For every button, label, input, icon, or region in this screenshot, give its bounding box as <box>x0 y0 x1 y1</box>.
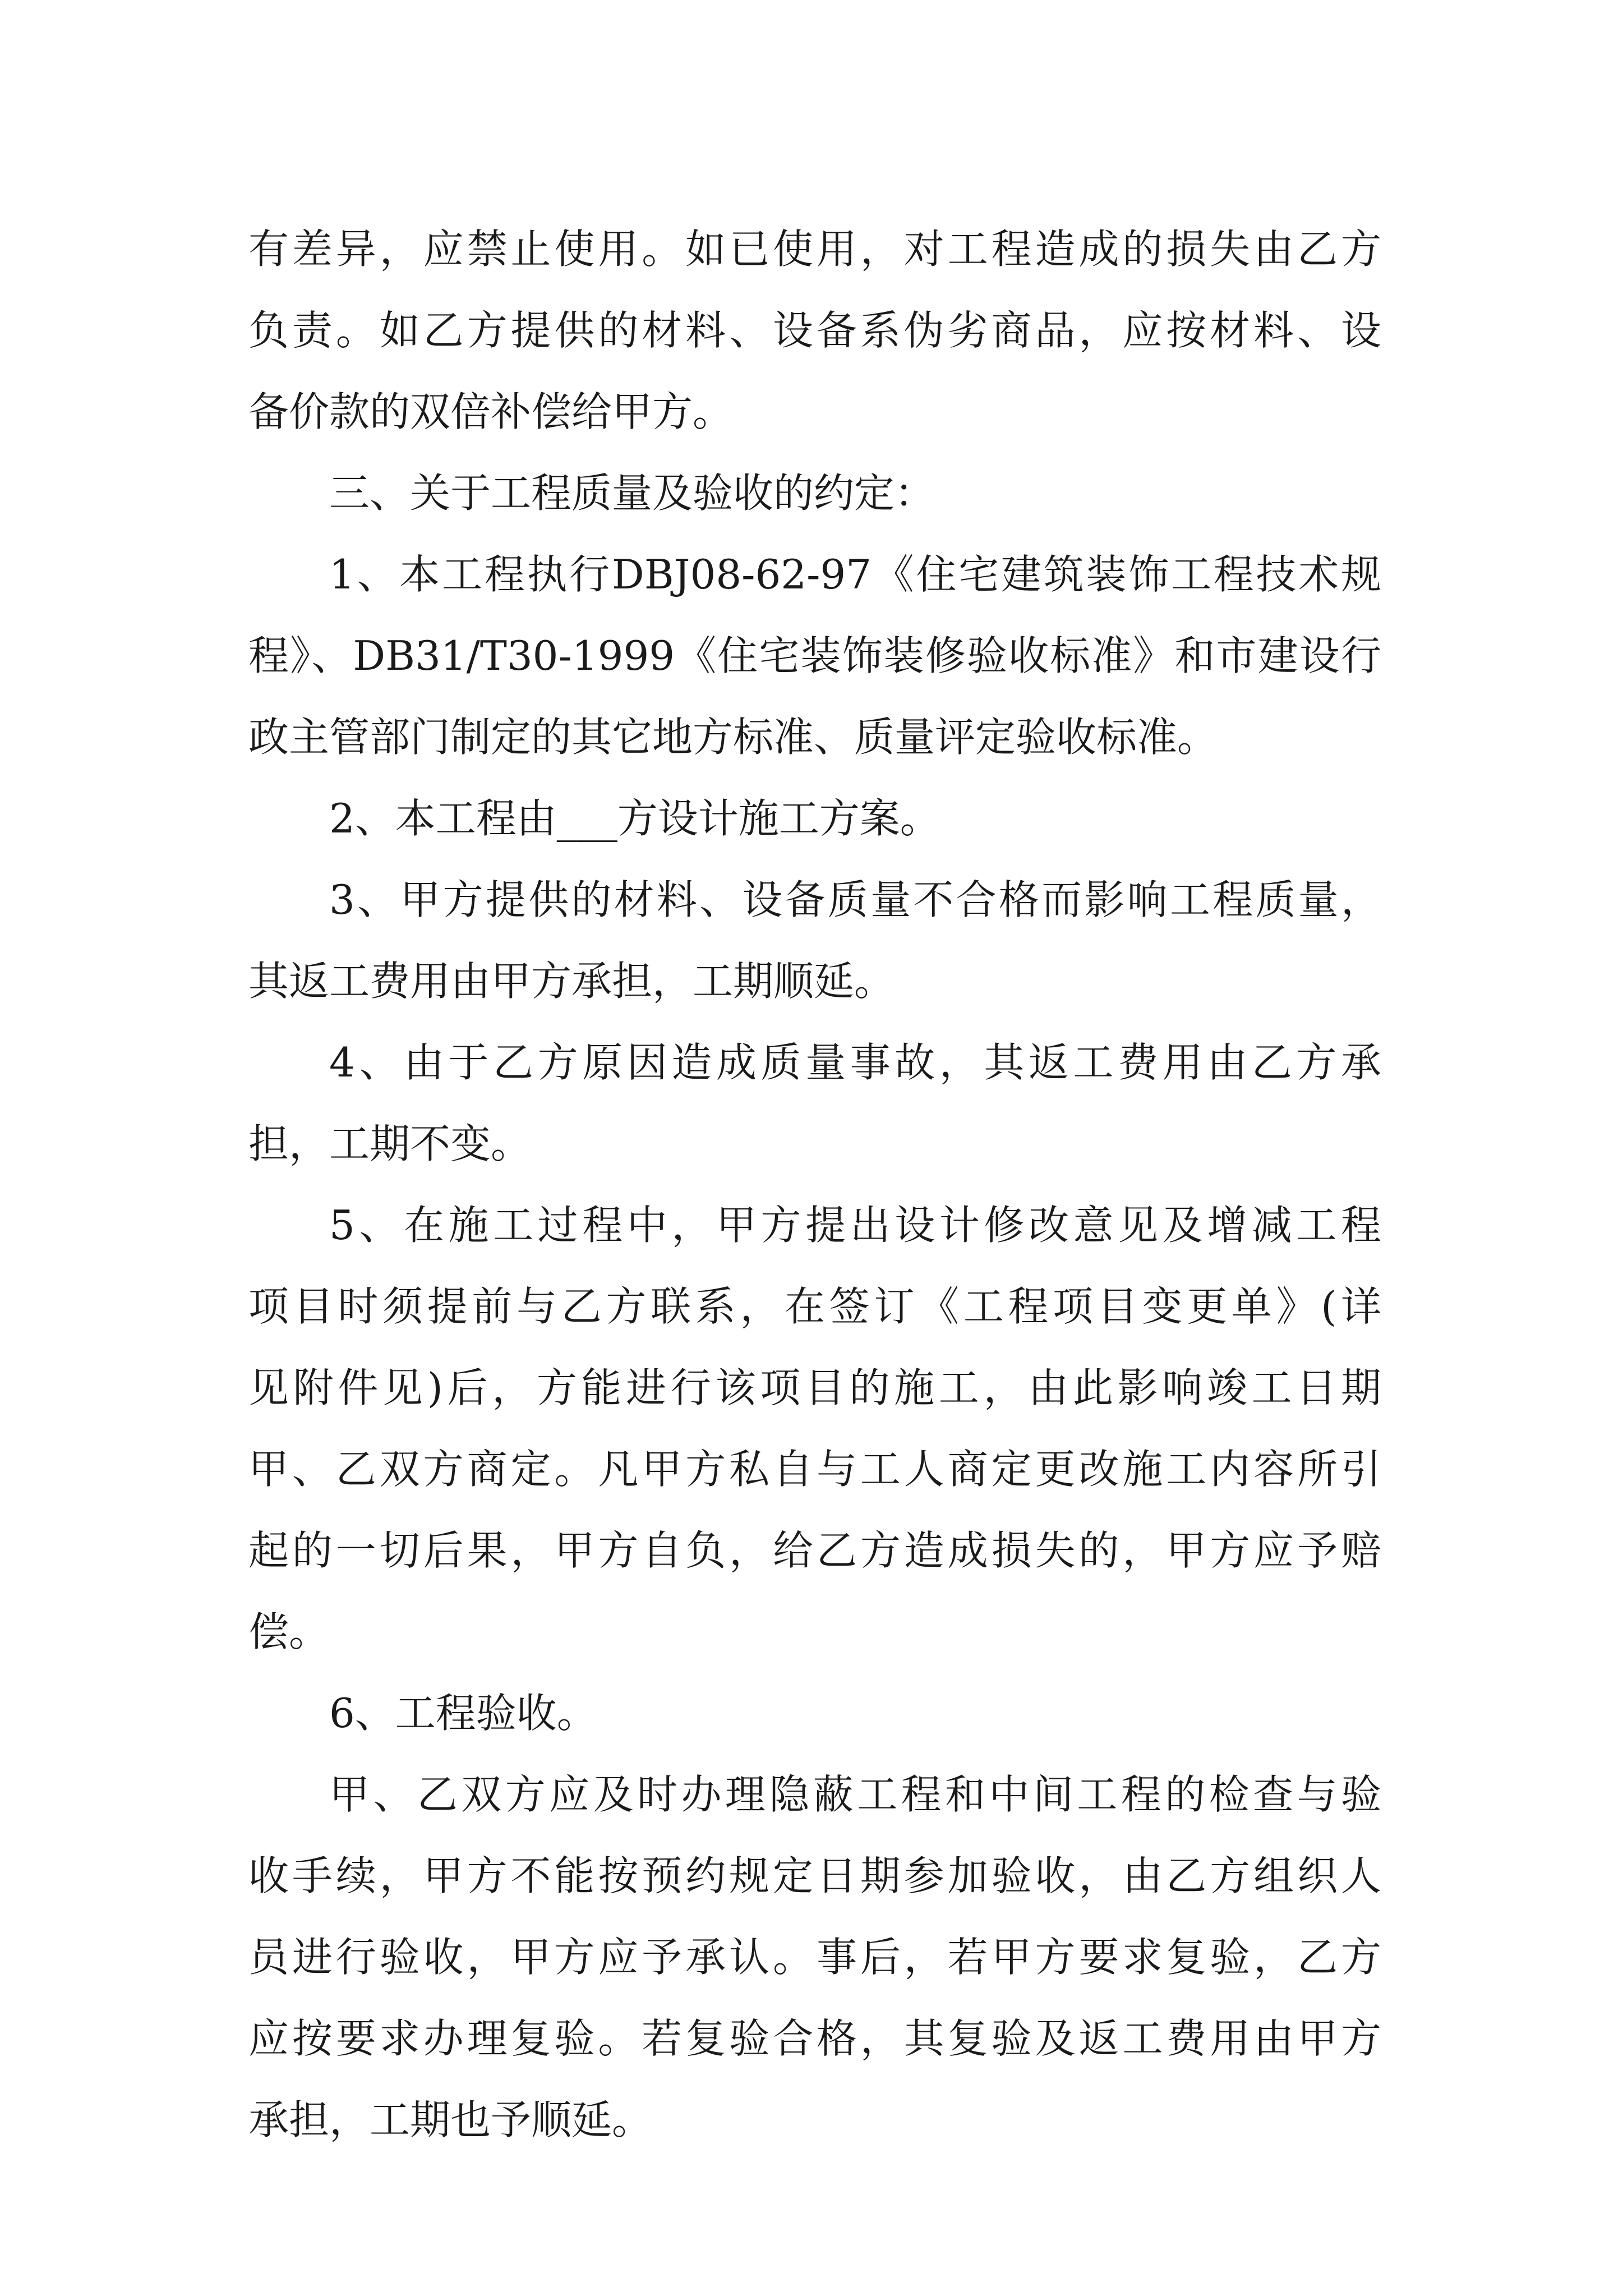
document-body <box>248 209 1381 2161</box>
text-line: 其返工费用由甲方承担，工期顺延。 <box>248 958 895 1005</box>
text-line: 项目时须提前与乙方联系，在签订《工程项目变更单》(详 <box>248 1283 1381 1330</box>
text-line: 政主管部门制定的其它地方标准、质量评定验收标准。 <box>248 714 1218 761</box>
text-line: 员进行验收，甲方应予承认。事后，若甲方要求复验，乙方 <box>248 1934 1381 1981</box>
text-line: 承担，工期也予顺延。 <box>248 2096 653 2143</box>
text-line: 收手续，甲方不能按预约规定日期参加验收，由乙方组织人 <box>248 1852 1381 1899</box>
text-line: 6、工程验收。 <box>329 1690 597 1737</box>
text-line: 4、由于乙方原因造成质量事故，其返工费用由乙方承 <box>329 1039 1381 1086</box>
text-line: 3、甲方提供的材料、设备质量不合格而影响工程质量， <box>329 876 1381 923</box>
text-line: 负责。如乙方提供的材料、设备系伪劣商品，应按材料、设 <box>248 307 1381 354</box>
text-line: 担，工期不变。 <box>248 1120 532 1167</box>
text-line: 见附件见)后，方能进行该项目的施工，由此影响竣工日期 <box>248 1364 1381 1411</box>
text-line: 甲、乙双方应及时办理隐蔽工程和中间工程的检查与验 <box>329 1771 1381 1818</box>
text-line: 2、本工程由___方设计施工方案。 <box>329 795 940 842</box>
section-heading: 三、关于工程质量及验收的约定： <box>329 470 935 517</box>
text-line: 程》、DB31/T30-1999《住宅装饰装修验收标准》和市建设行 <box>248 632 1381 679</box>
text-line: 1、本工程执行DBJ08-62-97《住宅建筑装饰工程技术规 <box>329 551 1381 598</box>
text-line: 偿。 <box>248 1608 330 1655</box>
text-line: 甲、乙双方商定。凡甲方私自与工人商定更改施工内容所引 <box>248 1446 1381 1493</box>
text-line: 5、在施工过程中，甲方提出设计修改意见及增减工程 <box>329 1202 1381 1249</box>
text-line: 备价款的双倍补偿给甲方。 <box>248 388 734 435</box>
text-line: 起的一切后果，甲方自负，给乙方造成损失的，甲方应予赔 <box>248 1527 1381 1574</box>
text-line: 有差异，应禁止使用。如已使用，对工程造成的损失由乙方 <box>248 226 1381 273</box>
text-line: 应按要求办理复验。若复验合格，其复验及返工费用由甲方 <box>248 2015 1381 2062</box>
